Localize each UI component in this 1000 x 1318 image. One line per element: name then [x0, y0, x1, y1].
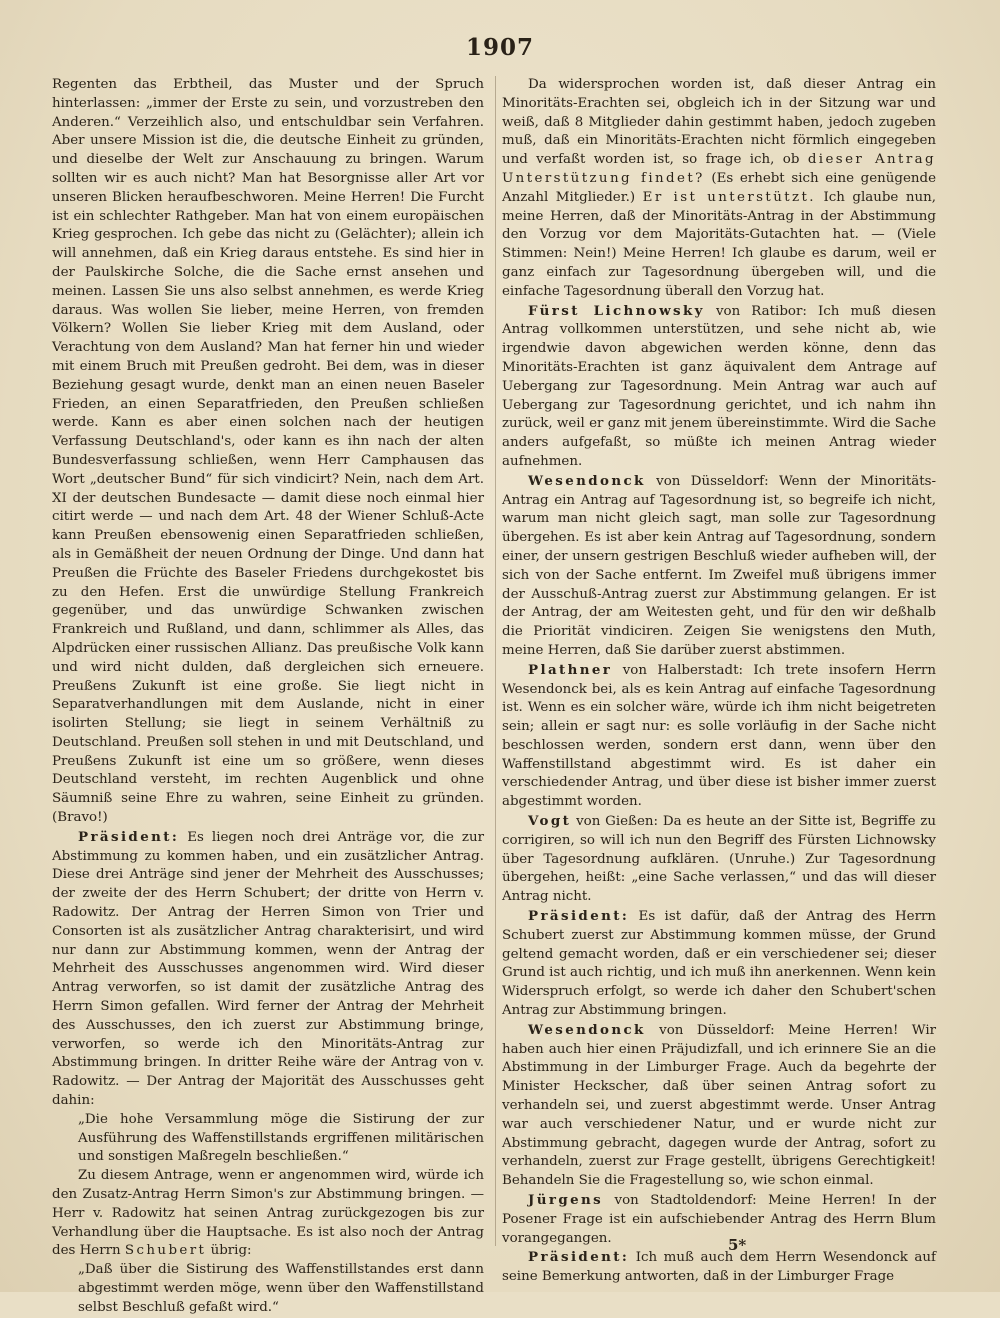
- paragraph-text: (Es erhebt sich eine genügende Anzahl Mitglieder.): [502, 170, 936, 205]
- paragraph: [52, 1167, 484, 1261]
- paragraph-text: übrig:: [206, 1243, 252, 1259]
- page-number: 1907: [465, 34, 534, 61]
- paragraph: Regenten das Erbtheil, das Muster und der Spruch hinterlassen: „immer der Erste zu sein, und vorzustreben den Anderen.“ Verzeihlich also, und entschuldbar sein Verfahren. Aber unsere Mission ist die, die deutsche Einheit zu gründen, und dieselbe der Welt zur Anschauung zu bringen. Warum sollten wir es auch nicht? Man hat Besorgnisse aller Art vor unseren Blicken heraufbeschworen. Meine Herren! Die Furcht ist ein schlechter Rathgeber. Man hat von einem europäischen Krieg gesprochen. Ich gebe das nicht zu (Gelächter); allein ich will annehmen, daß ein Krieg daraus entstehe. Es sind hier in der Paulskirche Solche, die die Sache ernst ansehen und meinen. Lassen Sie uns also selbst annehmen, es werde Krieg daraus. Was wollen Sie lieber, meine Herren, von fremden Völkern? Wollen Sie lieber Krieg mit dem Ausland, oder Verachtung von dem Ausland? Man hat ferner hin und wieder mit einem Bruch mit Preußen gedroht. Bei dem, was in dieser Beziehung gesagt wurde, denkt man an einen neuen Baseler Frieden, an einen Separatfrieden, den Preußen schließen werde. Kann es aber einen solchen nach der heutigen Verfassung Deutschland's, oder kann es ihn nach der alten Bundesverfassung schließen, wenn Herr Camphausen das Wort „deutscher Bund“ für sich vindicirt? Nein, nach dem Art. XI der deutschen Bundesacte — damit diese noch einmal hier citirt werde — und nach dem Art. 48 der Wiener Schluß-Acte kann Preußen ebensowenig einen Separatfrieden schließen, als in Gemäßheit der neuen Ordnung der Dinge. Und dann hat Preußen die Früchte des Baseler Friedens durchgekostet bis zu den Hefen. Erst die unwürdige Stellung Frankreich gegenüber, und das unwürdige Schwanken zwischen Frankreich und Rußland, und dann, schlimmer als Alles, das Alpdrücken einer russischen Allianz. Das preußische Volk kann und wird nicht dulden, daß dergleichen sich erneuere. Preußens Zukunft ist eine große. Sie liegt nicht in Separatverhandlungen mit dem Auslande, nicht in einer isolirten Stellung; sie liegt in seinem Verhältniß zu Deutschland. Preußen soll stehen in und mit Deutschland, und Preußens Zukunft ist eine um so größere, wenn dieses Deutschland versteht, im rechten Augenblick und ohne Säumniß seine Ehre zu wahren, seine Einheit zu gründen. (Bravo!): [52, 77, 484, 826]
- emphasis-text: Er ist unterstützt.: [642, 189, 816, 205]
- speaker-reference: Schubert: [124, 1243, 207, 1259]
- speaker-name: Wesendonck: [528, 1021, 646, 1038]
- speech-paragraph: [502, 472, 936, 661]
- speech-text: von Düsseldorf: Meine Herren! Wir haben auch hier einen Präjudizfall, und ich erinnere Sie an die Abstimmung in der Limburger Frage. Auch da begehrte der Minister Heckscher, daß über seinen Antrag sofort zu verhandeln sei, und zuerst abgestimmt werde. Unser Antrag war auch verschiedener Natur, und er wurde nicht zur Abstimmung gebracht, dagegen wurde der Antrag, sofort zu verhandeln, zuerst zur Frage gestellt, übrigens Gerechtigkeit! Behandeln Sie die Fragestellung so, wie schon einmal.: [502, 1022, 936, 1189]
- speech-text: Es liegen noch drei Anträge vor, die zur Abstimmung zu kommen haben, und ein zusätzlicher Antrag. Diese drei Anträge sind jener der Mehrheit des Ausschusses; der zweite der des Herrn Schubert; der dritte von Herrn v. Radowitz. Der Antrag der Herren Simon von Trier und Consorten ist als zusätzlicher Antrag charakterisirt, und wird nur dann zur Abstimmung kommen, wenn der Antrag der Mehrheit des Ausschusses angenommen wird. Wird dieser Antrag verworfen, so ist damit der zusätzliche Antrag des Herrn Simon gefallen. Wird ferner der Antrag der Mehrheit des Ausschusses, den ich zuerst zur Abstimmung bringe, verworfen, so werde ich den Minoritäts-Antrag zur Abstimmung bringen. In dritter Reihe wäre der Antrag von v. Radowitz. — Der Antrag der Majorität des Ausschusses geht dahin:: [52, 829, 484, 1109]
- paragraph: [502, 76, 936, 302]
- speech-paragraph: [502, 812, 936, 907]
- speech-paragraph: [502, 302, 936, 472]
- speaker-name: Präsident:: [78, 828, 180, 845]
- speaker-name: Fürst Lichnowsky: [528, 302, 705, 319]
- paragraph-text: Ich glaube nun, meine Herren, daß der Minoritäts-Antrag in der Abstimmung den Vorzug vor dem Majoritäts-Gutachten hat. — (Viele Stimmen: Nein!) Meine Herren! Ich glaube es darum, weil er ganz einfach zur Tagesordnung übergeben will, und die einfache Tagesordnung überall den Vorzug hat.: [502, 189, 936, 299]
- speech-text: von Gießen: Da es heute an der Sitte ist, Begriffe zu corrigiren, so will ich nun den Begriff des Fürsten Lichnowsky über Tagesordnung aufklären. (Unruhe.) Zur Tagesordnung übergehen, heißt: „eine Sache verlassen,“ und das will dieser Antrag nicht.: [502, 814, 936, 905]
- right-column: [502, 76, 936, 1287]
- speaker-name: Wesendonck: [528, 472, 646, 489]
- emphasis-text: dieser Antrag Unterstützung findet?: [502, 152, 936, 186]
- speech-text: von Düsseldorf: Wenn der Minoritäts-Antrag ein Antrag auf Tagesordnung ist, so begreife ich nicht, warum man nicht gleich sagt, man solle zur Tagesordnung übergehen. Es ist aber kein Antrag auf Tagesordnung, sondern einer, der unsern gestrigen Beschluß wieder aufheben will, der sich von der Sache entfernt. Im Zweifel muß übrigens immer der Ausschuß-Antrag zuerst zur Abstimmung gelangen. Er ist der Antrag, der am Weitesten geht, und für den wir deßhalb die Priorität vindiciren. Zeigen Sie wenigstens den Muth, meine Herren, daß Sie darüber zuerst abstimmen.: [502, 473, 936, 658]
- speech-paragraph: [502, 907, 936, 1021]
- speech-paragraph: [502, 1191, 936, 1248]
- speech-paragraph: [502, 1021, 936, 1191]
- left-column: [52, 76, 484, 1318]
- speech-paragraph: [502, 1248, 936, 1287]
- quoted-motion: „Daß über die Sistirung des Waffenstillstandes erst dann abgestimmt werden möge, wenn über den Waffenstillstand selbst Beschluß gefaßt wird.“: [78, 1262, 484, 1315]
- speaker-name: Präsident:: [528, 908, 630, 925]
- paragraph-text: Zu diesem Antrage, wenn er angenommen wird, würde ich den Zusatz-Antrag Herrn Simon's zur Abstimmung bringen. — Herr v. Radowitz hat seinen Antrag zurückgezogen bis zur Verhandlung über die Hauptsache. Es ist also noch der Antrag des Herrn: [52, 1168, 484, 1259]
- speaker-name: Jürgens: [528, 1192, 604, 1209]
- paragraph-text: Da widersprochen worden ist, daß dieser Antrag ein Minoritäts-Erachten sei, obgleich ich in der Sitzung war und weiß, daß 8 Mitglieder dahin gestimmt haben, jedoch zugeben muß, daß ein Minoritäts-Erachten nicht förmlich eingegeben und verfaßt worden ist, so frage ich, ob: [502, 77, 936, 168]
- speech-text: Ich muß auch dem Herrn Wesendonck auf seine Bemerkung antworten, daß in der Limburger Frage: [502, 1250, 936, 1285]
- quoted-motion: „Die hohe Versammlung möge die Sistirung der zur Ausführung des Waffenstillstands ergriffenen militärischen und sonstigen Maßregeln beschließen.“: [78, 1111, 484, 1165]
- speaker-name: Vogt: [528, 813, 572, 830]
- speech-text: von Ratibor: Ich muß diesen Antrag vollkommen unterstützen, und sehe nicht ab, wie irgendwie davon abgewichen werden könne, denn das Minoritäts-Erachten ist ganz äquivalent dem Antrage auf Uebergang zur Tagesordnung. Mein Antrag war auch auf Uebergang zur Tagesordnung gerichtet, und ich nahm ihn zurück, weil er ganz mit jenem übereinstimmte. Wird die Sache anders aufgefaßt, so müßte ich meinen Antrag wieder aufnehmen.: [502, 303, 936, 469]
- speech-text: Es ist dafür, daß der Antrag des Herrn Schubert zuerst zur Abstimmung kommen müsse, der Grund geltend gemacht worden, daß er ein verschiedener sei; dieser Grund ist auch richtig, und ich muß ihn anerkennen. Wenn kein Widerspruch erfolgt, so werde ich daher den Schubert'schen Antrag zur Abstimmung bringen.: [502, 909, 936, 1019]
- speech-text: von Halberstadt: Ich trete insofern Herrn Wesendonck bei, als es kein Antrag auf einfache Tagesordnung ist. Wenn es ein solcher wäre, würde ich ihm nicht beigetreten sein; allein er sagt nur: es solle vorläufig in der Sache nicht beschlossen werden, sondern erst dann, wenn über den Waffenstillstand abgestimmt wird. Es ist daher ein verschiedender Antrag, und über diese ist bisher immer zuerst abgestimmt worden.: [502, 662, 936, 810]
- speech-paragraph: [52, 828, 484, 1111]
- signature-mark: 5*: [728, 1236, 747, 1254]
- speaker-name: Plathner: [528, 661, 613, 678]
- speech-text: von Stadtoldendorf: Meine Herren! In der Posener Frage ist ein aufschiebender Antrag des Herrn Blum vorangegangen.: [502, 1193, 936, 1246]
- speech-paragraph: [502, 661, 936, 812]
- column-divider: [495, 76, 496, 1246]
- speaker-name: Präsident:: [528, 1249, 630, 1266]
